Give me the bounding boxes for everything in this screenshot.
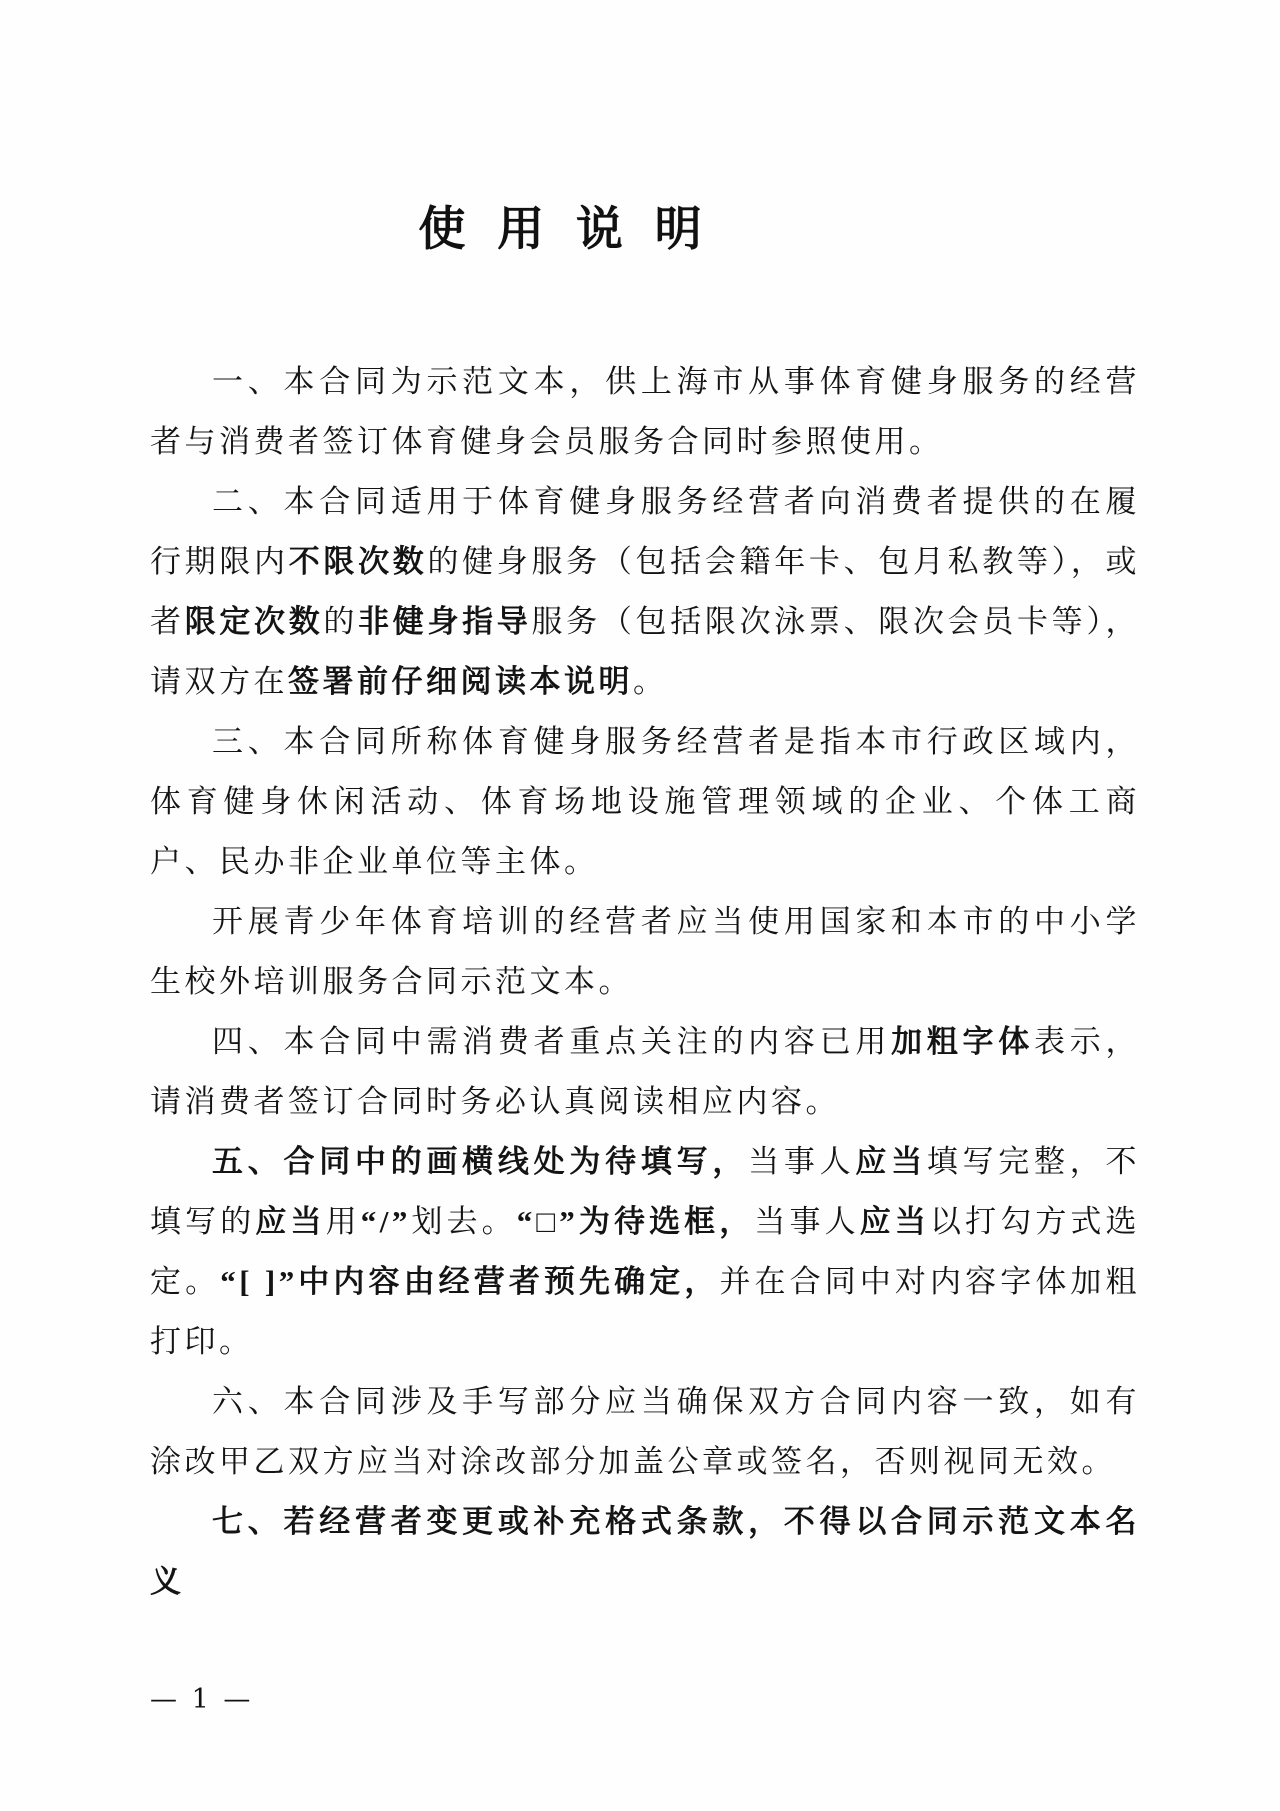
text-run: “□”为待选框，	[516, 1204, 755, 1239]
text-run: 五、合同中的画横线处为待填写，	[212, 1144, 749, 1179]
text-run: 非健身指导	[358, 604, 532, 639]
text-run: 服务（包括限次泳票、限次会员卡等），请双方在	[150, 604, 1141, 699]
text-run: 不限次数	[288, 544, 428, 579]
text-run: 。	[633, 664, 668, 699]
text-run: 六、本合同涉及手写部分应当确保双方合同内容一致，如有涂改甲乙双方应当对涂改部分加盖公章或签名，否则视同无效。	[150, 1384, 1140, 1479]
text-run: 二、本合同适用于体育健身服务经营者向消费者提供的在履行期限内	[150, 484, 1140, 579]
text-run: 一、本合同为示范文本，供上海市从事体育健身服务的经营者与消费者签订体育健身会员服务合同时参照使用。	[150, 364, 1140, 459]
text-run: “[ ]”中内容由经营者预先确定，	[220, 1264, 720, 1299]
text-run: 加粗字体	[891, 1024, 1035, 1059]
text-run: 应当	[855, 1144, 927, 1179]
text-run: 当事人	[754, 1204, 860, 1239]
text-run: 签署前仔细阅读本说明	[288, 664, 633, 699]
text-run: 应当	[255, 1204, 326, 1239]
text-run: 并在合同中对内容字体加粗打印。	[150, 1264, 1141, 1359]
text-run: 的	[323, 604, 359, 639]
document-body	[150, 352, 1140, 1612]
text-run: 用	[325, 1204, 361, 1239]
text-run: 划去。	[410, 1204, 517, 1239]
text-run: 当事人	[748, 1144, 856, 1179]
text-run: 开展青少年体育培训的经营者应当使用国家和本市的中小学生校外培训服务合同示范文本。	[150, 904, 1140, 999]
text-run: 填写完整，不填写的	[150, 1144, 1141, 1239]
paragraph	[150, 1132, 1140, 1372]
paragraph	[150, 1372, 1140, 1492]
text-run: 限定次数	[184, 604, 324, 639]
text-run: 三、本合同所称体育健身服务经营者是指本市行政区域内，体育健身休闲活动、体育场地设施管理领域的企业、个体工商户、民办非企业单位等主体。	[150, 724, 1140, 879]
document-title: 使 用 说 明	[418, 204, 712, 256]
paragraph	[150, 352, 1140, 472]
text-run: 七、若经营者变更或补充格式条款，不得以合同示范文本名义	[150, 1504, 1140, 1599]
text-run: 四、本合同中需消费者重点关注的内容已用	[212, 1024, 892, 1059]
text-run: 表示，请消费者签订合同时务必认真阅读相应内容。	[150, 1024, 1141, 1119]
paragraph	[150, 472, 1140, 712]
text-run: 应当	[859, 1204, 930, 1239]
paragraph	[150, 712, 1140, 892]
text-run: 的健身服务（包括会籍年卡、包月私教等），或者	[150, 544, 1141, 639]
paragraph	[150, 1012, 1140, 1132]
page-number: — 1 —	[150, 1684, 254, 1715]
text-run: “/”	[360, 1204, 411, 1239]
paragraph	[150, 892, 1140, 1012]
text-run: 以打勾方式选定。	[150, 1204, 1141, 1299]
paragraph	[150, 1492, 1140, 1612]
